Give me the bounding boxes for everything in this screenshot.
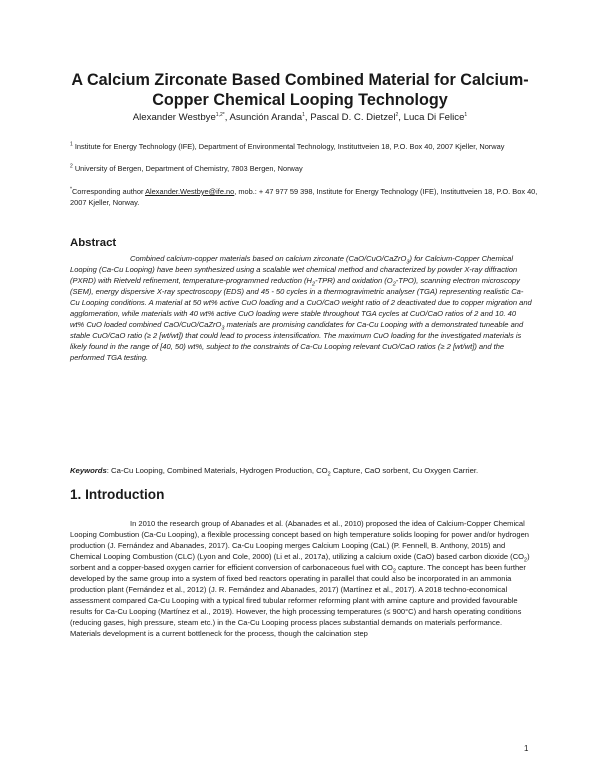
subscript: 3 bbox=[221, 325, 225, 332]
author-name: Alexander Westbye bbox=[132, 112, 216, 123]
subscript: 2 bbox=[392, 568, 396, 575]
author-name: Asunción Aranda bbox=[229, 112, 303, 123]
abstract-span: -TPR) and oxidation (O bbox=[315, 276, 393, 286]
section-heading-introduction: 1. Introduction bbox=[70, 487, 165, 502]
author-name: Pascal D. C. Dietzel bbox=[310, 112, 396, 123]
author-affiliation-mark: 2 bbox=[395, 111, 399, 118]
subscript: 2 bbox=[312, 281, 316, 288]
page-number: 1 bbox=[524, 744, 529, 753]
affiliation-1 bbox=[70, 141, 540, 152]
intro-span: ) sorbent and a copper-based oxygen carrier for efficient conversion of carbonaceous fuel with CO bbox=[70, 552, 530, 573]
subscript: 2 bbox=[392, 281, 396, 288]
author-affiliation-mark: 1 bbox=[302, 111, 305, 118]
introduction-text bbox=[70, 518, 532, 640]
affiliation-text: Institute for Energy Technology (IFE), Department of Environmental Technology, Instituttveien 18, P.O. Box 40, 2007 Kjeller, Norway bbox=[74, 142, 505, 151]
author-affiliation-mark: 1 bbox=[464, 111, 468, 118]
abstract-text bbox=[70, 253, 532, 363]
paper-title: A Calcium Zirconate Based Combined Material for Calcium-Copper Chemical Looping Technology bbox=[71, 71, 529, 109]
corresponding-prefix: Corresponding author bbox=[71, 187, 146, 196]
author-name: Luca Di Felice bbox=[403, 112, 465, 123]
affiliation-2 bbox=[70, 163, 540, 174]
corresponding-email-link[interactable]: Alexander.Westbye@ife.no bbox=[145, 187, 235, 196]
subscript: 3 bbox=[406, 259, 410, 266]
abstract-span: materials are promising candidates for Ca-Cu Looping with a demonstrated tuneable and stable CuO/CaO ratio (≥ 2 [wt/wt]) that could lead to process intensification. The maximum CuO loading for the investigated materials is likely found in the range of [40, 50) wt%, subject to the constraints of Ca-Cu Looping relevant CuO/CaO ratios (≥ 2 [wt/wt]) and the performed TGA testing. bbox=[70, 320, 524, 363]
corresponding-details: , mob.: + 47 977 59 398, Institute for Energy Technology (IFE), Instituttveien 18, P.O. Box 40, 2007 Kjeller, Norway. bbox=[70, 187, 538, 207]
subscript: 2 bbox=[524, 557, 528, 564]
keywords-span: Capture, CaO sorbent, Cu Oxygen Carrier. bbox=[330, 466, 479, 475]
abstract-heading: Abstract bbox=[70, 237, 117, 249]
subscript: 2 bbox=[327, 471, 331, 478]
corresponding-author-note bbox=[70, 186, 540, 208]
affiliation-mark: 2 bbox=[70, 163, 73, 170]
keywords-span: : Ca-Cu Looping, Combined Materials, Hydrogen Production, CO bbox=[106, 466, 328, 475]
corresponding-mark: * bbox=[70, 186, 72, 193]
keywords-label: Keywords bbox=[70, 466, 107, 475]
affiliation-mark: 1 bbox=[70, 141, 73, 148]
keywords bbox=[70, 465, 532, 476]
author-affiliation-mark: 1,2* bbox=[215, 111, 225, 118]
author-list: Alexander Westbye$^{1,2*}$, Asunción Aranda$^1$, Pascal D. C. Dietzel$^2$, Luca Di Felice$^1$ bbox=[132, 111, 468, 123]
affiliation-text: University of Bergen, Department of Chemistry, 7803 Bergen, Norway bbox=[74, 164, 303, 173]
intro-span: capture. The concept has been further developed by the same group into a system of fixed bed reactors operating in parallel that could also be incorporated in an ammonia production plant (Fernández et al., 2012) (J. R. Fernández and Abanades, 2017) (Martínez et al., 2017). A 2018 techno-economical assessment compared Ca-Cu Looping with a typical fired tubular reformer reforming plant with amine capture and provided favourable results for Ca-Cu Looping (Martínez et al., 2019). However, the high processing temperatures (≤ 900°C) and harsh operating conditions (reducing gases, high pressure, steam etc.) in the Ca-Cu Looping process places substantial demands on materials performance. Materials development is a current bottleneck for the process, though the calcination step bbox=[70, 563, 526, 639]
abstract-span: Combined calcium-copper materials based on calcium zirconate (CaO/CuO/CaZrO bbox=[130, 254, 407, 263]
intro-span: In 2010 the research group of Abanades et al. (Abanades et al., 2010) proposed the idea of Calcium-Copper Chemical Looping Combustion (Ca-Cu Looping), a flexible processing concept based on high temperature solids looping for power and/or hydrogen production (J. Fernández and Abanades, 2017). Ca-Cu Looping merges Calcium Looping (CaL) (P. Fennell, B. Anthony, 2015) and Chemical Looping Combustion (CLC) (Lyon and Cole, 2000) (Li et al., 2017a), utilizing a calcium oxide (CaO) based carbon dioxide (CO bbox=[70, 519, 529, 562]
abstract-span: ) for Calcium-Copper Chemical Looping (Ca-Cu Looping) have been synthesized using a scalable wet chemical method and characterized by powder X-ray diffraction (PXRD) with Rietveld refinement, temperature-programmed reduction (H bbox=[70, 254, 518, 286]
abstract-span: -TPO), scanning electron microscopy (SEM), energy dispersive X-ray spectroscopy (EDS) and 45 - 50 cycles in a thermogravimetric analyser (TGA) representing realistic Ca-Cu Looping conditions. A material at 50 wt% active CuO loading and a CuO/CaO weight ratio of 2 deactivated due to copper migration and agglomeration, while materials with 40 wt% active CuO loading were stable throughout TGA cycles at CuO/CaO ratios of 2 and 10. 40 wt% CuO loaded combined CaO/CuO/CaZrO bbox=[70, 276, 532, 330]
